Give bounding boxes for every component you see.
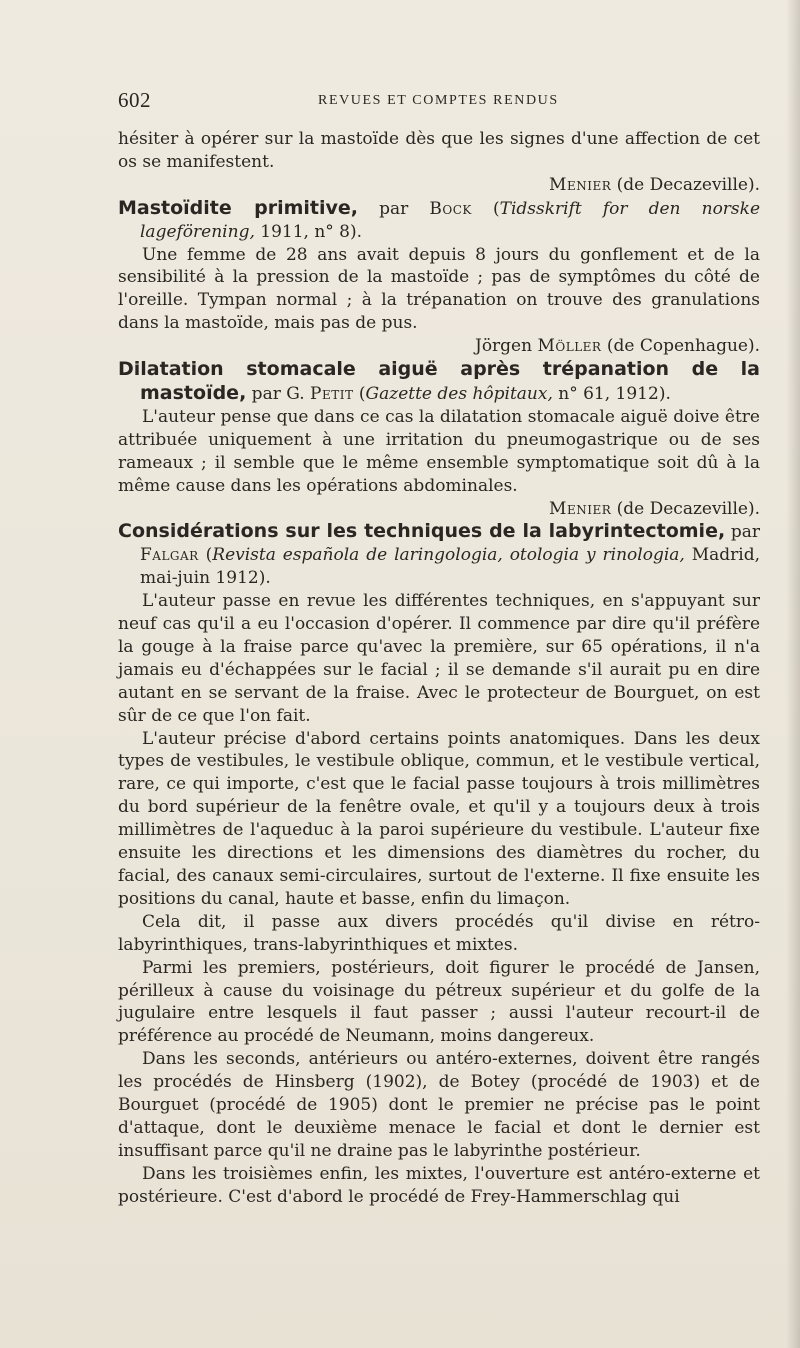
signature-name: Menier <box>549 174 612 195</box>
article-3-paragraph: Dans les seconds, antérieurs ou antéro-externes, doivent être rangés les procédés de Hinsberg (1902), de Botey (procédé de 1903) et de Bourguet (procédé de 1905) dont le premier ne précise pas le point d'attaque, dont le deuxième menace le facial et dont le dernier est insuffisant parce qu'il ne draine pas le labyrinthe postérieur. <box>118 1049 760 1161</box>
article-2-body: L'auteur pense que dans ce cas la dilatation stomacale aiguë doive être attribuée uniquement à une irritation du pneumogastrique ou de ses rameaux ; il semble que le même ensemble symptomatique soit dû à la même cause dans les opérations abdominales. <box>118 406 760 496</box>
article-1-journal: Tidsskrift for den norske lageförening, <box>140 198 761 242</box>
article-3-paragraph: Cela dit, il passe aux divers procédés qu'il divise en rétro-labyrinthiques, trans-labyrinthiques et mixtes. <box>118 911 760 955</box>
article-2-heading: Dilatation stomacale aiguë après trépanation de la mastoïde, par G. Petit (Gazette des hôpitaux, n° 61, 1912). <box>118 358 760 404</box>
article-2-journal: Gazette des hôpitaux, <box>365 383 553 404</box>
article-1-author: Bock <box>429 198 472 219</box>
article-2-signature: Menier (de Decazeville). <box>549 498 760 519</box>
article-3-paragraph: Parmi les premiers, postérieurs, doit figurer le procédé de Jansen, périlleux à cause du voisinage du pétreux supérieur et du golfe de la jugulaire entre lesquels il faut passer ; aussi l'auteur recourt-il de préférence au procédé de Neumann, moins dangereux. <box>118 957 760 1047</box>
article-3-paragraph: L'auteur précise d'abord certains points anatomiques. Dans les deux types de vestibules, le vestibule oblique, commun, et le vestibule vertical, rare, ce qui importe, c'est que le facial passe toujours à trois millimètres du bord supérieur de la fenêtre ovale, et qu'il y a toujours deux à trois millimètres de l'aqueduc à la paroi supérieure du vestibule. L'auteur fixe ensuite les directions et les dimensions des diamètres du rocher, du facial, des canaux semi-circulaires, surtout de l'externe. Il fixe ensuite les positions du canal, haute et basse, enfin du limaçon. <box>118 728 760 909</box>
previous-article-signature <box>118 174 760 197</box>
signature-name: Menier <box>549 498 612 519</box>
running-title: REVUES ET COMPTES RENDUS <box>318 93 559 108</box>
previous-article-end: hésiter à opérer sur la mastoïde dès que les signes d'une affection de cet os se manifestent. <box>118 129 760 172</box>
article-2-author: Petit <box>310 383 354 404</box>
article-3-author: Falgar <box>140 545 199 566</box>
article-3-paragraph: L'auteur passe en revue les différentes techniques, en s'appuyant sur neuf cas qu'il a eu l'occasion d'opérer. Il commence par dire qu'il préfère la gouge à la fraise parce qu'avec la première, sur 65 opérations, il n'a jamais eu d'échappées sur le facial ; il se demande s'il aurait pu en dire autant en se servant de la fraise. Avec le protecteur de Bourguet, on est sûr de ce que l'on fait. <box>118 591 760 726</box>
signature-name: Möller <box>537 336 602 357</box>
article-3-heading: Considérations sur les techniques de la labyrintectomie, par Falgar (Revista española de laringologia, otologia y rinologia, Madrid, mai-juin 1912). <box>118 520 760 589</box>
article-1-body: Une femme de 28 ans avait depuis 8 jours du gonflement et de la sensibilité à la pression de la mastoïde ; pas de symptômes du côté de l'oreille. Tympan normal ; à la trépanation on trouve des granulations dans la mastoïde, mais pas de pus. <box>118 244 760 334</box>
article-1-signature: Jörgen Möller (de Copenhague). <box>475 336 760 357</box>
page-header <box>118 88 758 114</box>
article-3-journal: Revista española de laringologia, otologia y rinologia, <box>212 545 685 566</box>
article-3-paragraph: Dans les troisièmes enfin, les mixtes, l'ouverture est antéro-externe et postérieure. C'est d'abord le procédé de Frey-Hammerschlag qui <box>118 1163 760 1207</box>
page-edge-shadow <box>786 0 800 1348</box>
article-2-title: Dilatation stomacale aiguë après trépanation de la mastoïde, <box>118 358 760 404</box>
article-1-heading: Mastoïdite primitive, par Bock (Tidsskrift for den norske lageförening, 1911, n° 8). <box>118 196 761 242</box>
article-1-title: Mastoïdite primitive, <box>118 196 358 219</box>
article-3-title: Considérations sur les techniques de la labyrintectomie, <box>118 520 726 543</box>
page-number: 602 <box>118 88 151 112</box>
signature-place: (de Decazeville). <box>611 174 760 195</box>
page-body <box>118 128 760 1209</box>
